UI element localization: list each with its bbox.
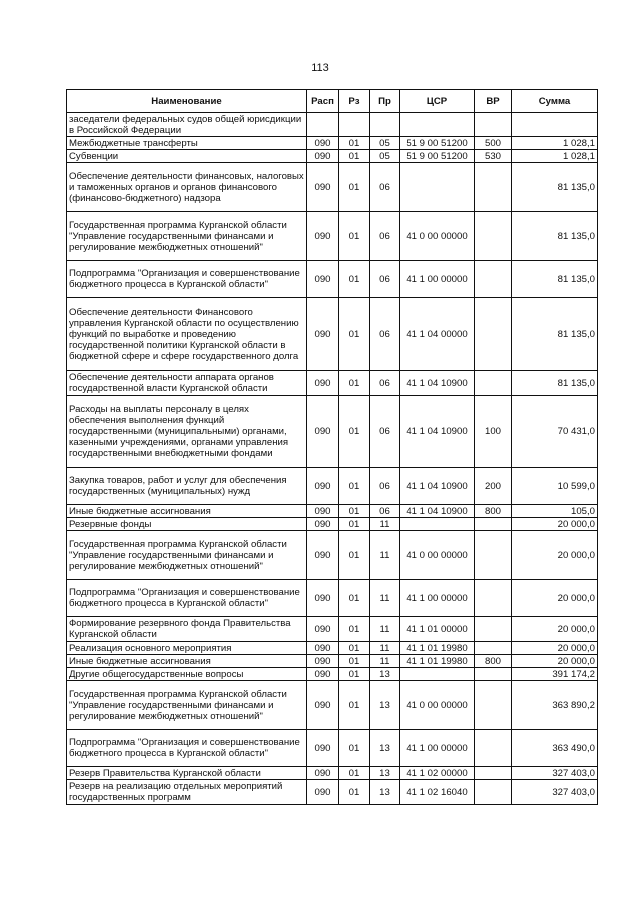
row-rasp: 090 bbox=[307, 396, 339, 468]
row-vr: 530 bbox=[475, 150, 512, 163]
row-pr: 06 bbox=[370, 505, 400, 518]
row-sum: 20 000,0 bbox=[512, 531, 598, 580]
row-name: Подпрограмма "Организация и совершенствование бюджетного процесса в Курганской области" bbox=[67, 261, 307, 298]
row-vr: 100 bbox=[475, 396, 512, 468]
row-csr: 41 1 04 00000 bbox=[400, 298, 475, 371]
row-sum: 20 000,0 bbox=[512, 655, 598, 668]
header-sum: Сумма bbox=[512, 90, 598, 113]
row-csr: 41 0 00 00000 bbox=[400, 681, 475, 730]
row-name: Другие общегосударственные вопросы bbox=[67, 668, 307, 681]
row-rasp: 090 bbox=[307, 505, 339, 518]
row-sum: 391 174,2 bbox=[512, 668, 598, 681]
row-rz: 01 bbox=[339, 655, 370, 668]
row-sum: 81 135,0 bbox=[512, 212, 598, 261]
row-csr: 41 1 02 16040 bbox=[400, 780, 475, 805]
table-row bbox=[67, 212, 598, 261]
row-vr bbox=[475, 518, 512, 531]
row-name: Реализация основного мероприятия bbox=[67, 642, 307, 655]
row-pr: 06 bbox=[370, 298, 400, 371]
row-vr: 500 bbox=[475, 137, 512, 150]
table-row bbox=[67, 617, 598, 642]
row-name: Подпрограмма "Организация и совершенствование бюджетного процесса в Курганской области" bbox=[67, 580, 307, 617]
row-rasp: 090 bbox=[307, 617, 339, 642]
row-pr: 11 bbox=[370, 518, 400, 531]
row-pr: 13 bbox=[370, 767, 400, 780]
row-vr bbox=[475, 261, 512, 298]
row-sum: 105,0 bbox=[512, 505, 598, 518]
table-row bbox=[67, 396, 598, 468]
row-name: Расходы на выплаты персоналу в целях обеспечения выполнения функций государственными (муниципальными) органами, казенными учреждениями, органами управления государственными внебюджетными фондами bbox=[67, 396, 307, 468]
row-pr: 06 bbox=[370, 261, 400, 298]
row-rasp: 090 bbox=[307, 163, 339, 212]
row-name: Формирование резервного фонда Правительства Курганской области bbox=[67, 617, 307, 642]
table-row bbox=[67, 668, 598, 681]
row-sum: 327 403,0 bbox=[512, 767, 598, 780]
row-vr bbox=[475, 668, 512, 681]
row-csr: 41 1 04 10900 bbox=[400, 371, 475, 396]
row-vr bbox=[475, 531, 512, 580]
row-rasp: 090 bbox=[307, 681, 339, 730]
budget-table bbox=[66, 89, 598, 805]
row-rz: 01 bbox=[339, 396, 370, 468]
row-name: Подпрограмма "Организация и совершенствование бюджетного процесса в Курганской области" bbox=[67, 730, 307, 767]
row-rz: 01 bbox=[339, 298, 370, 371]
row-pr: 11 bbox=[370, 617, 400, 642]
row-rz: 01 bbox=[339, 730, 370, 767]
row-pr: 06 bbox=[370, 163, 400, 212]
table-row bbox=[67, 137, 598, 150]
row-rz: 01 bbox=[339, 580, 370, 617]
row-sum bbox=[512, 113, 598, 137]
table-header-row bbox=[67, 90, 598, 113]
row-rz: 01 bbox=[339, 261, 370, 298]
table-row bbox=[67, 150, 598, 163]
table-row bbox=[67, 371, 598, 396]
row-pr: 13 bbox=[370, 780, 400, 805]
row-csr bbox=[400, 113, 475, 137]
row-rz: 01 bbox=[339, 518, 370, 531]
row-vr: 200 bbox=[475, 468, 512, 505]
row-vr: 800 bbox=[475, 505, 512, 518]
row-csr: 41 1 04 10900 bbox=[400, 468, 475, 505]
row-rasp: 090 bbox=[307, 668, 339, 681]
row-sum: 363 890,2 bbox=[512, 681, 598, 730]
row-csr: 41 0 00 00000 bbox=[400, 212, 475, 261]
row-sum: 20 000,0 bbox=[512, 580, 598, 617]
row-rasp: 090 bbox=[307, 212, 339, 261]
row-name: Резерв на реализацию отдельных мероприятий государственных программ bbox=[67, 780, 307, 805]
row-pr: 06 bbox=[370, 371, 400, 396]
row-csr: 41 1 02 00000 bbox=[400, 767, 475, 780]
row-name: Государственная программа Курганской области "Управление государственными финансами и регулирование межбюджетных отношений" bbox=[67, 531, 307, 580]
row-pr: 13 bbox=[370, 681, 400, 730]
header-rasp: Расп bbox=[307, 90, 339, 113]
row-vr bbox=[475, 298, 512, 371]
row-sum: 20 000,0 bbox=[512, 642, 598, 655]
row-vr bbox=[475, 163, 512, 212]
row-pr: 05 bbox=[370, 137, 400, 150]
table-row bbox=[67, 730, 598, 767]
row-rasp: 090 bbox=[307, 468, 339, 505]
row-csr: 41 1 00 00000 bbox=[400, 261, 475, 298]
row-csr: 41 1 00 00000 bbox=[400, 730, 475, 767]
row-rasp bbox=[307, 113, 339, 137]
row-name: Государственная программа Курганской области "Управление государственными финансами и регулирование межбюджетных отношений" bbox=[67, 212, 307, 261]
row-rasp: 090 bbox=[307, 780, 339, 805]
row-sum: 363 490,0 bbox=[512, 730, 598, 767]
row-name: Резерв Правительства Курганской области bbox=[67, 767, 307, 780]
table-row bbox=[67, 642, 598, 655]
row-name: Резервные фонды bbox=[67, 518, 307, 531]
row-rz: 01 bbox=[339, 642, 370, 655]
row-rasp: 090 bbox=[307, 371, 339, 396]
table-row bbox=[67, 261, 598, 298]
row-sum: 81 135,0 bbox=[512, 298, 598, 371]
row-name: Обеспечение деятельности Финансового управления Курганской области по осуществлению функций по выработке и проведению государственной политики Курганской области в бюджетной сфере и сфере государственного долга bbox=[67, 298, 307, 371]
table-row bbox=[67, 681, 598, 730]
row-rz: 01 bbox=[339, 163, 370, 212]
row-name: Обеспечение деятельности финансовых, налоговых и таможенных органов и органов финансового (финансово-бюджетного) надзора bbox=[67, 163, 307, 212]
table-row bbox=[67, 505, 598, 518]
row-csr: 41 1 01 00000 bbox=[400, 617, 475, 642]
row-pr: 05 bbox=[370, 150, 400, 163]
row-rasp: 090 bbox=[307, 767, 339, 780]
table-row bbox=[67, 468, 598, 505]
row-rasp: 090 bbox=[307, 655, 339, 668]
row-rasp: 090 bbox=[307, 531, 339, 580]
row-rz: 01 bbox=[339, 617, 370, 642]
table-row bbox=[67, 298, 598, 371]
row-rasp: 090 bbox=[307, 261, 339, 298]
row-csr: 41 1 01 19980 bbox=[400, 655, 475, 668]
row-rz: 01 bbox=[339, 212, 370, 261]
row-name: Субвенции bbox=[67, 150, 307, 163]
row-rasp: 090 bbox=[307, 137, 339, 150]
row-pr bbox=[370, 113, 400, 137]
row-rasp: 090 bbox=[307, 298, 339, 371]
row-vr bbox=[475, 212, 512, 261]
row-csr: 51 9 00 51200 bbox=[400, 150, 475, 163]
table-body bbox=[67, 113, 598, 805]
header-rz: Рз bbox=[339, 90, 370, 113]
row-csr: 41 0 00 00000 bbox=[400, 531, 475, 580]
row-vr bbox=[475, 580, 512, 617]
row-rasp: 090 bbox=[307, 150, 339, 163]
row-sum: 81 135,0 bbox=[512, 261, 598, 298]
row-rz: 01 bbox=[339, 137, 370, 150]
row-csr bbox=[400, 668, 475, 681]
table-row bbox=[67, 113, 598, 137]
row-vr bbox=[475, 617, 512, 642]
row-name: заседатели федеральных судов общей юрисдикции в Российской Федерации bbox=[67, 113, 307, 137]
row-name: Государственная программа Курганской области "Управление государственными финансами и регулирование межбюджетных отношений" bbox=[67, 681, 307, 730]
row-name: Межбюджетные трансферты bbox=[67, 137, 307, 150]
row-rz: 01 bbox=[339, 371, 370, 396]
table-row bbox=[67, 780, 598, 805]
table-row bbox=[67, 163, 598, 212]
row-vr: 800 bbox=[475, 655, 512, 668]
row-pr: 13 bbox=[370, 730, 400, 767]
row-rz: 01 bbox=[339, 150, 370, 163]
row-rasp: 090 bbox=[307, 580, 339, 617]
row-pr: 11 bbox=[370, 642, 400, 655]
row-sum: 81 135,0 bbox=[512, 163, 598, 212]
row-rasp: 090 bbox=[307, 642, 339, 655]
row-pr: 11 bbox=[370, 580, 400, 617]
row-pr: 11 bbox=[370, 655, 400, 668]
row-sum: 1 028,1 bbox=[512, 137, 598, 150]
row-rz: 01 bbox=[339, 780, 370, 805]
row-name: Обеспечение деятельности аппарата органов государственной власти Курганской области bbox=[67, 371, 307, 396]
row-vr bbox=[475, 681, 512, 730]
row-csr: 41 1 00 00000 bbox=[400, 580, 475, 617]
row-name: Иные бюджетные ассигнования bbox=[67, 655, 307, 668]
row-csr: 51 9 00 51200 bbox=[400, 137, 475, 150]
row-sum: 327 403,0 bbox=[512, 780, 598, 805]
page-number: 113 bbox=[311, 62, 329, 74]
header-pr: Пр bbox=[370, 90, 400, 113]
row-pr: 13 bbox=[370, 668, 400, 681]
row-pr: 11 bbox=[370, 531, 400, 580]
row-rasp: 090 bbox=[307, 518, 339, 531]
table-row bbox=[67, 767, 598, 780]
row-vr bbox=[475, 642, 512, 655]
row-pr: 06 bbox=[370, 468, 400, 505]
row-rz: 01 bbox=[339, 681, 370, 730]
row-csr bbox=[400, 518, 475, 531]
row-csr: 41 1 01 19980 bbox=[400, 642, 475, 655]
row-csr bbox=[400, 163, 475, 212]
row-csr: 41 1 04 10900 bbox=[400, 396, 475, 468]
row-rz: 01 bbox=[339, 668, 370, 681]
row-name: Закупка товаров, работ и услуг для обеспечения государственных (муниципальных) нужд bbox=[67, 468, 307, 505]
row-rz: 01 bbox=[339, 468, 370, 505]
row-rz: 01 bbox=[339, 531, 370, 580]
row-sum: 1 028,1 bbox=[512, 150, 598, 163]
row-vr bbox=[475, 780, 512, 805]
row-sum: 20 000,0 bbox=[512, 617, 598, 642]
row-csr: 41 1 04 10900 bbox=[400, 505, 475, 518]
row-pr: 06 bbox=[370, 396, 400, 468]
header-name: Наименование bbox=[67, 90, 307, 113]
row-rz: 01 bbox=[339, 767, 370, 780]
row-sum: 70 431,0 bbox=[512, 396, 598, 468]
row-pr: 06 bbox=[370, 212, 400, 261]
row-sum: 10 599,0 bbox=[512, 468, 598, 505]
table-row bbox=[67, 655, 598, 668]
row-vr bbox=[475, 767, 512, 780]
row-name: Иные бюджетные ассигнования bbox=[67, 505, 307, 518]
row-rz: 01 bbox=[339, 505, 370, 518]
row-vr bbox=[475, 371, 512, 396]
row-sum: 20 000,0 bbox=[512, 518, 598, 531]
row-vr bbox=[475, 730, 512, 767]
table-row bbox=[67, 531, 598, 580]
header-csr: ЦСР bbox=[400, 90, 475, 113]
row-rasp: 090 bbox=[307, 730, 339, 767]
row-rz bbox=[339, 113, 370, 137]
row-vr bbox=[475, 113, 512, 137]
header-vr: ВР bbox=[475, 90, 512, 113]
table-row bbox=[67, 518, 598, 531]
table-row bbox=[67, 580, 598, 617]
row-sum: 81 135,0 bbox=[512, 371, 598, 396]
